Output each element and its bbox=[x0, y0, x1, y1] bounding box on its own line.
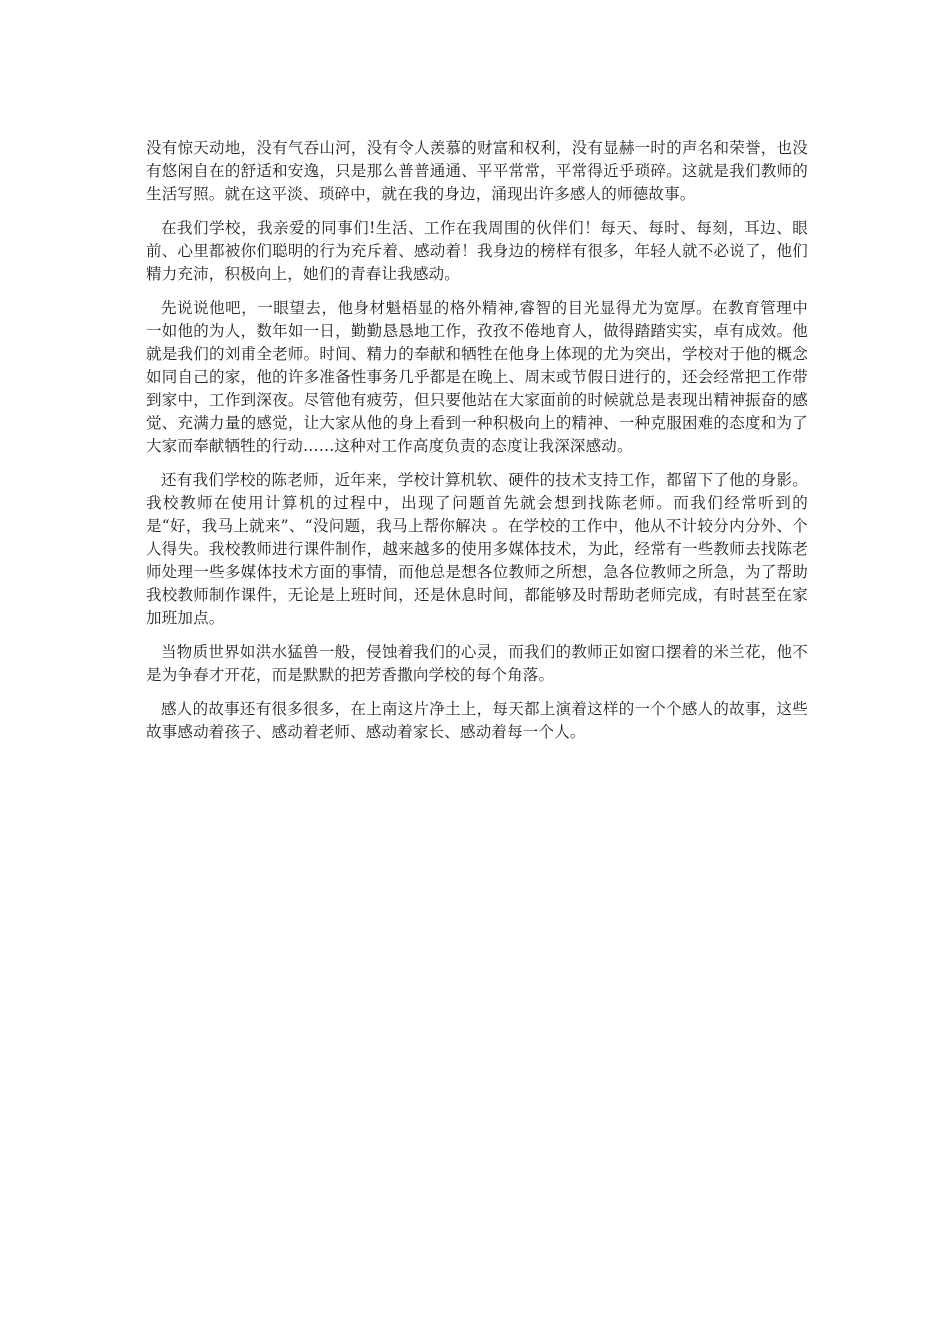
paragraph-1: 没有惊天动地，没有气吞山河，没有令人羡慕的财富和权利，没有显赫一时的声名和荣誉，也没有悠闲自在的舒适和安逸，只是那么普普通通、平平常常，平常得近乎琐碎。这就是我们教师的生活写照。就在这平淡、琐碎中，就在我的身边，涌现出许多感人的师德故事。 bbox=[146, 139, 808, 203]
paragraph-4: 还有我们学校的陈老师，近年来，学校计算机软、硬件的技术支持工作，都留下了他的身影。我校教师在使用计算机的过程中，出现了问题首先就会想到找陈老师。而我们经常听到的是“好，我马上就来”、“没问题，我马上帮你解决 。在学校的工作中，他从不计较分内分外、个人得失。我校教师进行课件制作，越来越多的使用多媒体技术，为此，经常有一些教师去找陈老师处理一些多媒体技术方面的事情，而他总是想各位教师之所想，急各位教师之所急，为了帮助我校教师制作课件，无论是上班时间，还是休息时间，都能够及时帮助老师完成，有时甚至在家加班加点。 bbox=[146, 471, 808, 627]
paragraph-6: 感人的故事还有很多很多，在上南这片净土上，每天都上演着这样的一个个感人的故事，这些故事感动着孩子、感动着老师、感动着家长、感动着每一个人。 bbox=[146, 700, 808, 741]
paragraph-5: 当物质世界如洪水猛兽一般，侵蚀着我们的心灵，而我们的教师正如窗口摆着的米兰花，他不是为争春才开花，而是默默的把芳香撒向学校的每个角落。 bbox=[146, 643, 808, 684]
paragraph-2: 在我们学校，我亲爱的同事们!生活、工作在我周围的伙伴们！每天、每时、每刻，耳边、眼前、心里都被你们聪明的行为充斥着、感动着！我身边的榜样有很多，年轻人就不必说了，他们精力充沛，积极向上，她们的青春让我感动。 bbox=[146, 219, 808, 283]
paragraph-3: 先说说他吧，一眼望去，他身材魁梧显的格外精神,睿智的目光显得尤为宽厚。在教育管理中一如他的为人，数年如一日，勤勤恳恳地工作，孜孜不倦地育人，做得踏踏实实，卓有成效。他就是我们的刘甫全老师。时间、精力的奉献和牺牲在他身上体现的尤为突出，学校对于他的概念如同自己的家，他的许多准备性事务几乎都是在晚上、周末或节假日进行的，还会经常把工作带到家中，工作到深夜。尽管他有疲劳，但只要他站在大家面前的时候就总是表现出精神振奋的感觉、充满力量的感觉，让大家从他的身上看到一种积极向上的精神、一种克服困难的态度和为了大家而奉献牺牲的行动……这种对工作高度负责的态度让我深深感动。 bbox=[146, 299, 808, 455]
document-body bbox=[146, 137, 808, 755]
